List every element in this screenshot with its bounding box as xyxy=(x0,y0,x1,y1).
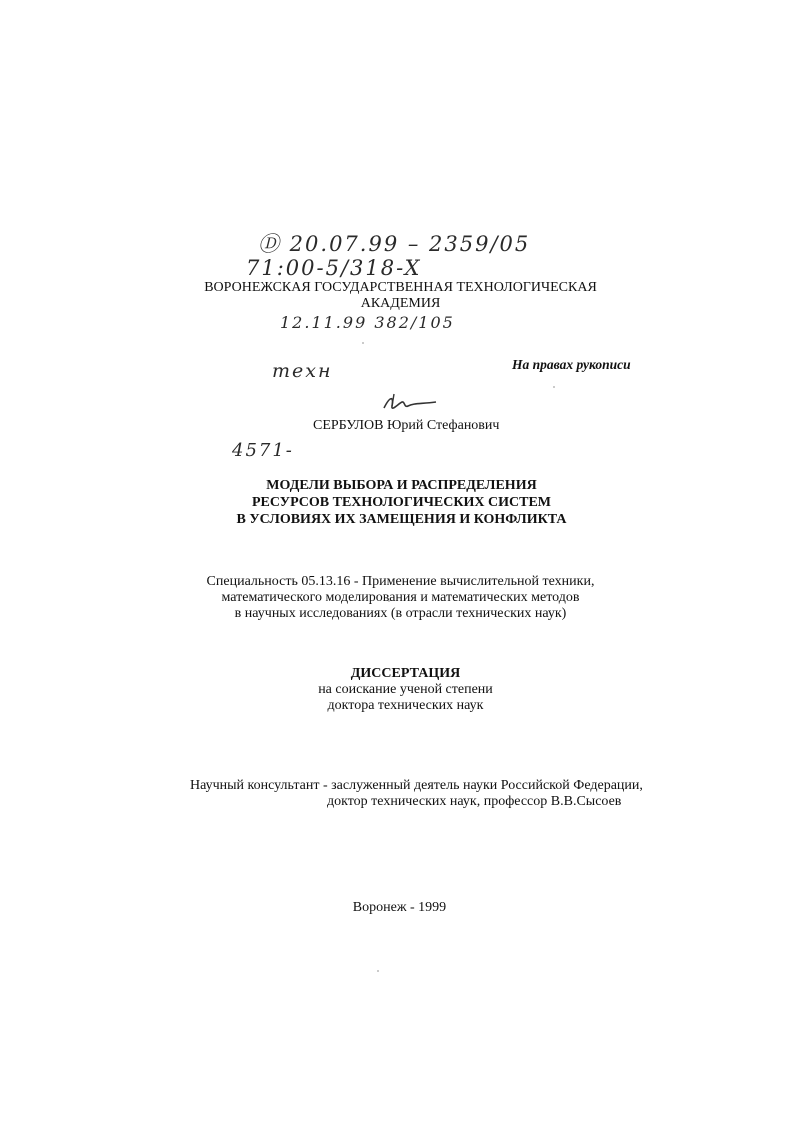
institution-name-line2: АКАДЕМИЯ xyxy=(360,296,441,311)
signature-mark xyxy=(380,390,440,414)
handwritten-receipt-date: 12.11.99 382/105 xyxy=(280,313,455,332)
institution-name-line1: ВОРОНЕЖСКАЯ ГОСУДАРСТВЕННАЯ ТЕХНОЛОГИЧЕСКАЯ xyxy=(204,280,597,295)
consultant-line2: доктор технических наук, профессор В.В.Сысоев xyxy=(327,794,622,809)
dissertation-title-line2: РЕСУРСОВ ТЕХНОЛОГИЧЕСКИХ СИСТЕМ xyxy=(251,495,551,510)
specialty-line3: в научных исследованиях (в отрасли технических наук) xyxy=(234,606,567,621)
handwritten-section-mark: техн xyxy=(272,360,333,382)
degree-line2: доктора технических наук xyxy=(327,698,484,713)
specialty-line1: Специальность 05.13.16 - Применение вычислительной техники, xyxy=(206,574,595,589)
consultant-line1: Научный консультант - заслуженный деятель науки Российской Федерации, xyxy=(190,778,643,793)
place-and-year: Воронеж - 1999 xyxy=(352,900,447,915)
author-name: СЕРБУЛОВ Юрий Стефанович xyxy=(313,418,500,433)
specialty-line2: математического моделирования и математических методов xyxy=(221,590,580,605)
rights-note: На правах рукописи xyxy=(512,357,631,372)
handwritten-catalog-number: 71:00-5/318-X xyxy=(246,256,422,280)
degree-heading: ДИССЕРТАЦИЯ xyxy=(350,666,461,681)
handwritten-registration-number: Ⓓ 20.07.99 – 2359/05 xyxy=(258,232,531,256)
degree-line1: на соискание ученой степени xyxy=(318,682,493,697)
dissertation-title-line3: В УСЛОВИЯХ ИХ ЗАМЕЩЕНИЯ И КОНФЛИКТА xyxy=(236,512,567,527)
dissertation-title-line1: МОДЕЛИ ВЫБОРА И РАСПРЕДЕЛЕНИЯ xyxy=(266,478,537,493)
handwritten-side-number: 4571- xyxy=(232,440,294,461)
